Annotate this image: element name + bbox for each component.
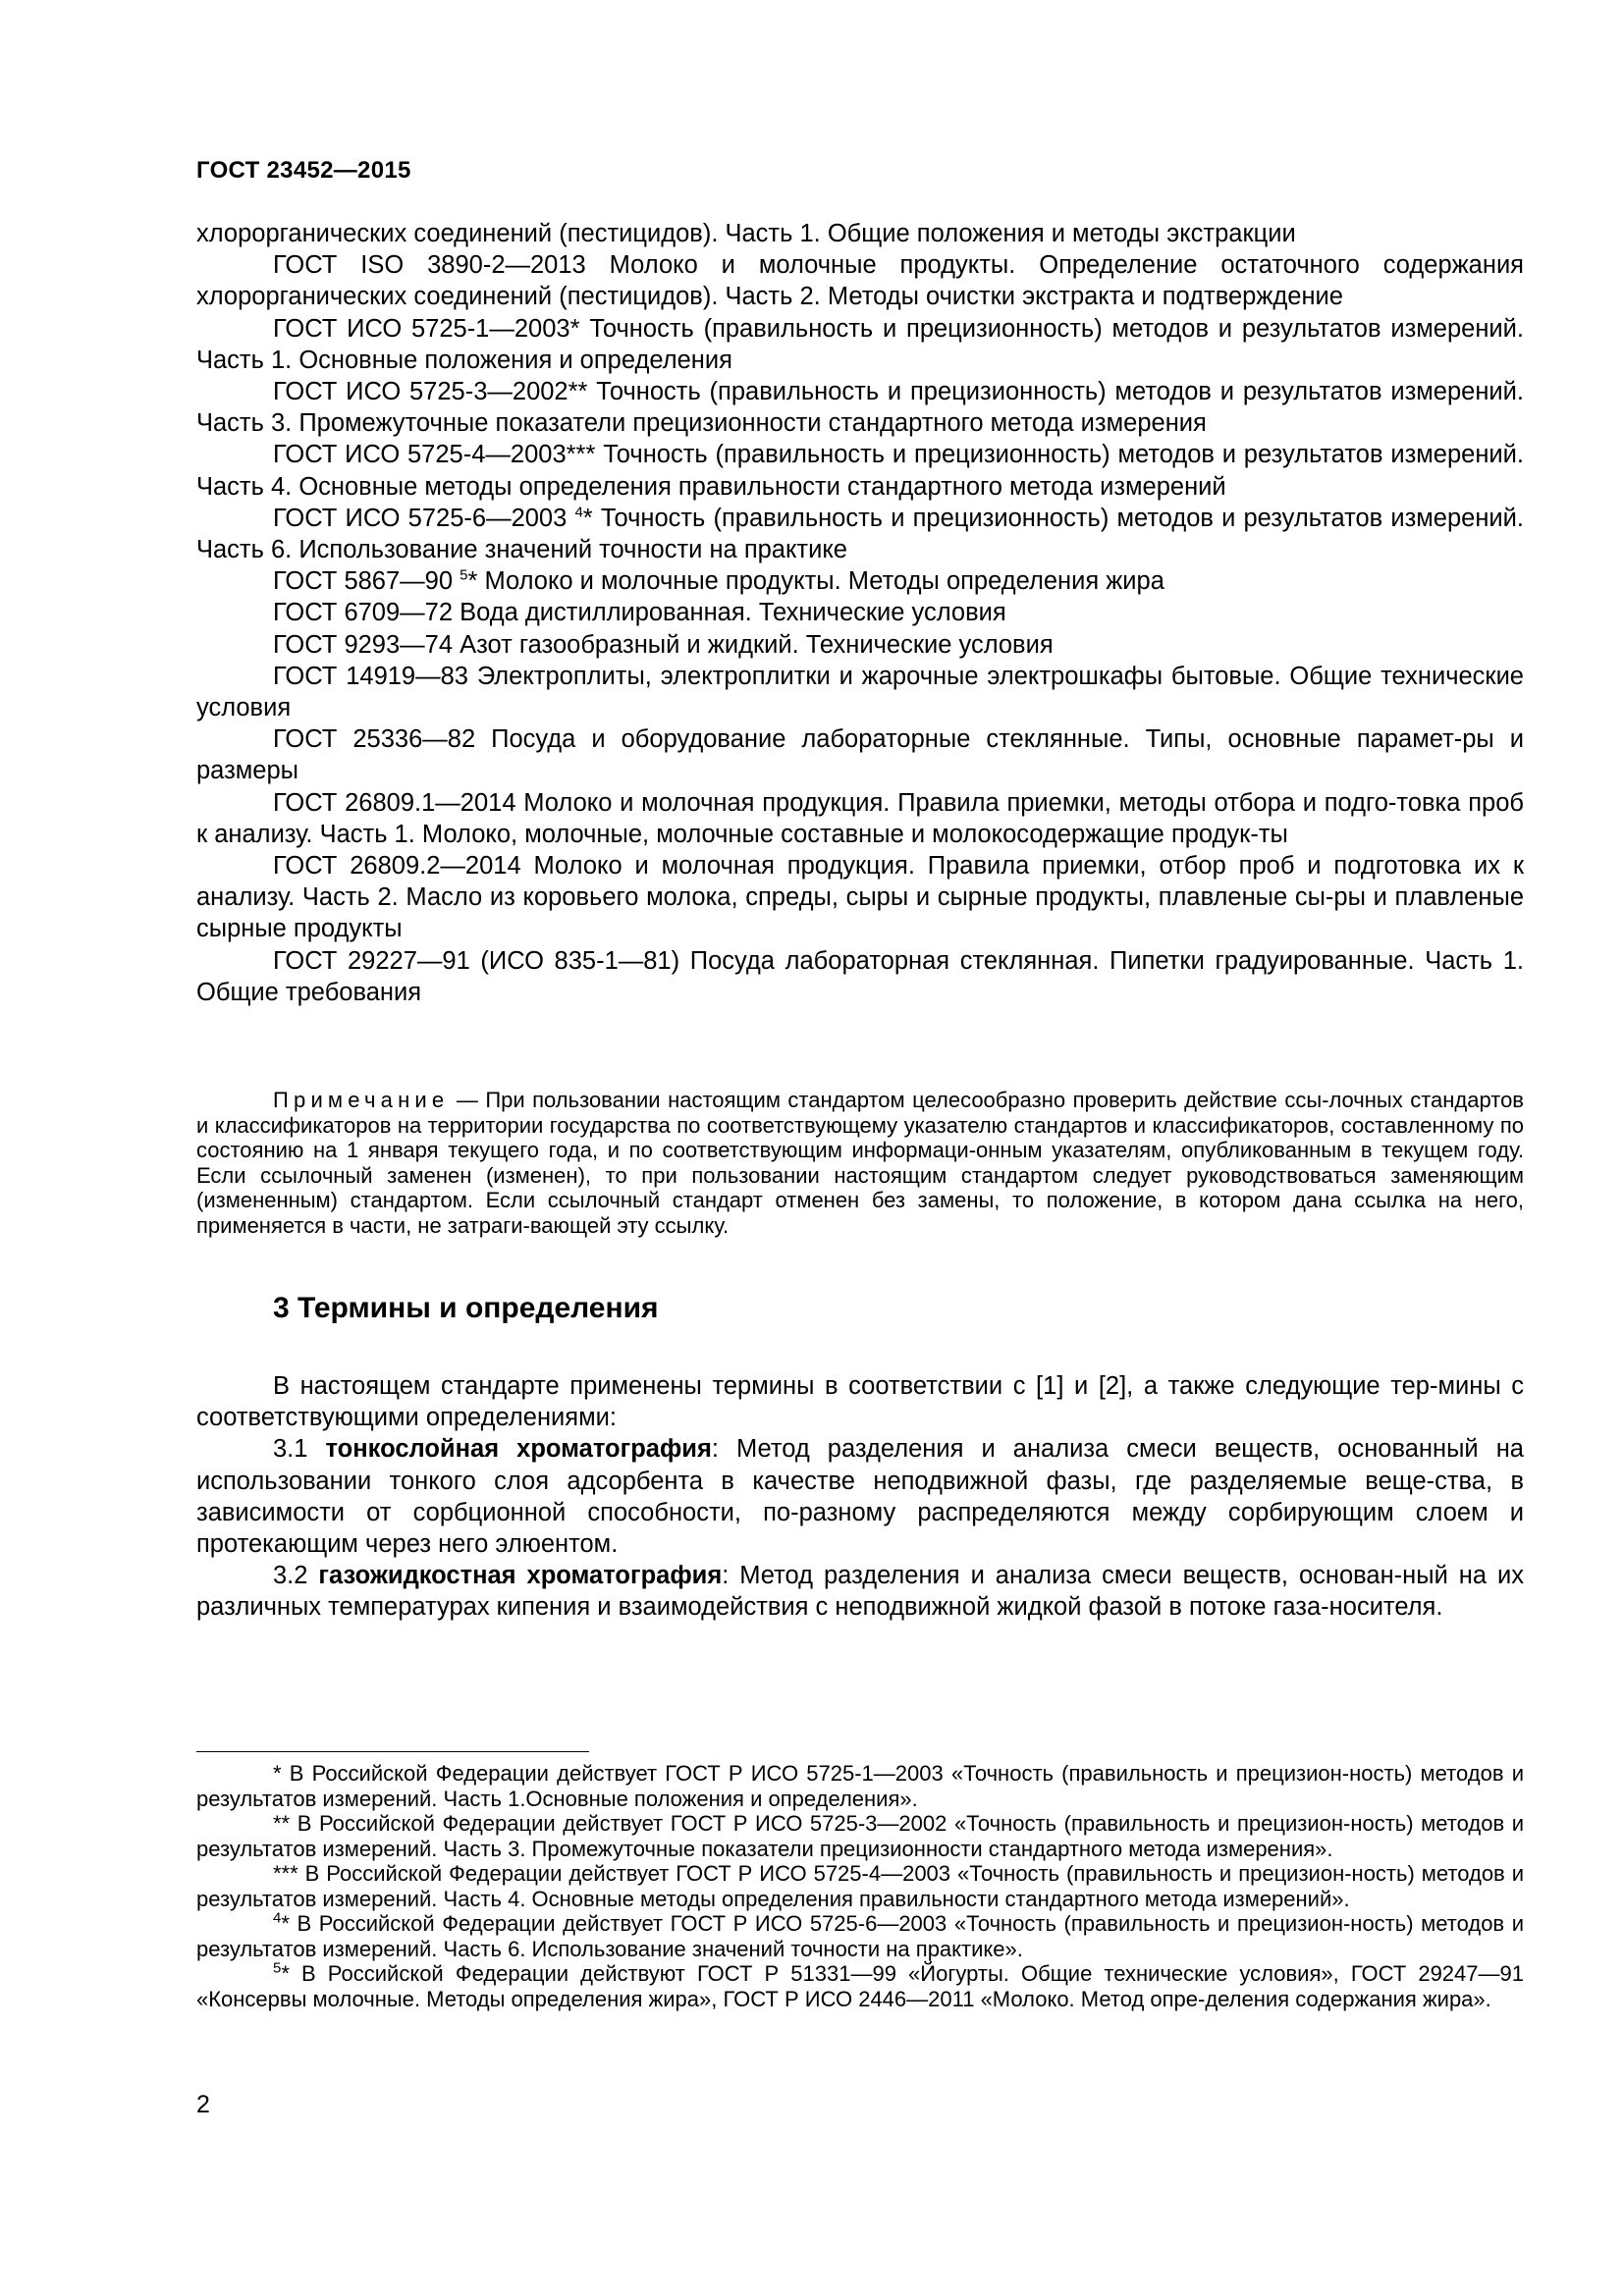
term-name: тонкослойная хроматография [325, 1435, 712, 1464]
normative-references-list [196, 218, 1524, 1008]
reference-item: ГОСТ 25336—82 Посуда и оборудование лабораторные стеклянные. Типы, основные парамет-ры и размеры [196, 725, 1524, 785]
reference-superscript: 4 [574, 504, 583, 521]
reference-item [196, 503, 1524, 565]
footnote-item [196, 1911, 1524, 1961]
reference-text: * Точность (правильность и прецизионность) методов и результатов измерений. Часть 6. Использование значений точности на практике [196, 504, 1524, 564]
term-number: 3.2 [273, 1562, 319, 1590]
reference-item: ГОСТ 29227—91 (ИСО 835-1—81) Посуда лабораторная стеклянная. Пипетки градуированные. Часть 1. Общие требования [196, 946, 1524, 1006]
term-definition: : Метод разделения и анализа смеси веществ, основанный на использовании тонкого слоя адсорбента в качестве неподвижной фазы, где разделяемые веще-ства, в зависимости от сорбционной способности, по-разному распределяются между сорбирующим слоем и протекающим через него элюентом. [196, 1435, 1524, 1559]
terms-intro: В настоящем стандарте применены термины в соответствии с [1] и [2], а также следующие тер-мины с соответствующими определениями: [196, 1372, 1524, 1432]
reference-item: ГОСТ ISO 3890-2—2013 Молоко и молочные продукты. Определение остаточного содержания хлорорганических соединений (пестицидов). Часть 2. Методы очистки экстракта и подтверждение [196, 251, 1524, 311]
reference-item: ГОСТ 9293—74 Азот газообразный и жидкий. Технические условия [273, 630, 1054, 659]
footnote-item: *** В Российской Федерации действует ГОСТ Р ИСО 5725-4—2003 «Точность (правильность и прецизион-ность) методов и результатов измерений. Часть 4. Основные методы определения правильности стандартного метода измерений». [196, 1861, 1524, 1911]
term-number: 3.1 [273, 1435, 326, 1464]
reference-item: ГОСТ 26809.1—2014 Молоко и молочная продукция. Правила приемки, методы отбора и подго-товка проб к анализу. Часть 1. Молоко, молочные, молочные составные и молокосодержащие продук-ты [196, 788, 1524, 848]
footnote-item: ** В Российской Федерации действует ГОСТ Р ИСО 5725-3—2002 «Точность (правильность и прецизион-ность) методов и результатов измерений. Часть 3. Промежуточные показатели прецизионности стандартного метода измерения». [196, 1811, 1524, 1861]
footnote-item: * В Российской Федерации действует ГОСТ Р ИСО 5725-1—2003 «Точность (правильность и прецизион-ность) методов и результатов измерений. Часть 1.Основные положения и определения». [196, 1761, 1524, 1811]
reference-item: хлорорганических соединений (пестицидов). Часть 1. Общие положения и методы экстракции [196, 220, 1296, 247]
reference-text: ГОСТ ИСО 5725-6—2003 [273, 504, 575, 532]
reference-item: ГОСТ 14919—83 Электроплиты, электроплитки и жарочные электрошкафы бытовые. Общие технические условия [196, 662, 1524, 722]
reference-item [196, 565, 1524, 597]
footnote-superscript: 4 [273, 1909, 282, 1927]
footnote-item [196, 1961, 1524, 2011]
reference-item: ГОСТ ИСО 5725-4—2003*** Точность (правильность и прецизионность) методов и результатов измерений. Часть 4. Основные методы определения правильности стандартного метода измерений [196, 441, 1524, 501]
references-note [196, 1088, 1524, 1238]
note-text: — При пользовании настоящим стандартом целесообразно проверить действие ссы-лочных стандартов и классификаторов на территории государства по соответствующему указателю стандартов и классификаторов, составленному по состоянию на 1 января текущего года, и по соответствующим информаци-онным указателям, опубликованным в текущем году. Если ссылочный заменен (изменен), то при пользовании настоящим стандартом следует руководствоваться заменяющим (измененным) стандартом. Если ссылочный стандарт отменен без замены, то положение, в котором дана ссылка на него, применяется в части, не затраги-вающей эту ссылку. [196, 1088, 1524, 1238]
term-entry [196, 1560, 1524, 1623]
footnote-text: * В Российской Федерации действуют ГОСТ Р 51331—99 «Йогурты. Общие технические условия», ГОСТ 29247—91 «Консервы молочные. Методы определения жира», ГОСТ Р ИСО 2446—2011 «Молоко. Метод опре-деления содержания жира». [196, 1961, 1524, 2011]
reference-text: * Молоко и молочные продукты. Методы определения жира [467, 567, 1164, 596]
terms-section-body [196, 1370, 1524, 1624]
reference-text: ГОСТ 5867—90 [273, 567, 460, 596]
note-label: Примечание [273, 1088, 450, 1112]
page-number: 2 [196, 2091, 210, 2118]
reference-superscript: 5 [460, 566, 468, 584]
term-entry [196, 1433, 1524, 1560]
footnotes-list [196, 1761, 1524, 2011]
reference-item: ГОСТ 26809.2—2014 Молоко и молочная продукция. Правила приемки, отбор проб и подготовка их к анализу. Часть 2. Масло из коровьего молока, спреды, сыры и сырные продукты, плавленые сы-ры и плавленые сырные продукты [196, 852, 1524, 943]
reference-item: ГОСТ ИСО 5725-3—2002** Точность (правильность и прецизионность) методов и результатов измерений. Часть 3. Промежуточные показатели прецизионности стандартного метода измерения [196, 378, 1524, 438]
document-standard-id: ГОСТ 23452—2015 [196, 157, 411, 184]
term-definition: : Метод разделения и анализа смеси веществ, основан-ный на их различных температурах кипения и взаимодействия с неподвижной жидкой фазой в потоке газа-носителя. [196, 1562, 1525, 1622]
term-name: газожидкостная хроматография [318, 1562, 723, 1590]
footnote-text: * В Российской Федерации действует ГОСТ Р ИСО 5725-6—2003 «Точность (правильность и прецизион-ность) методов и результатов измерений. Часть 6. Использование значений точности на практике». [196, 1911, 1524, 1961]
section-title: 3 Термины и определения [273, 1292, 659, 1324]
footnote-separator [196, 1751, 589, 1752]
reference-item: ГОСТ ИСО 5725-1—2003* Точность (правильность и прецизионность) методов и результатов измерений. Часть 1. Основные положения и определения [196, 314, 1524, 374]
footnote-superscript: 5 [273, 1959, 282, 1977]
reference-item: ГОСТ 6709—72 Вода дистиллированная. Технические условия [273, 599, 1006, 627]
